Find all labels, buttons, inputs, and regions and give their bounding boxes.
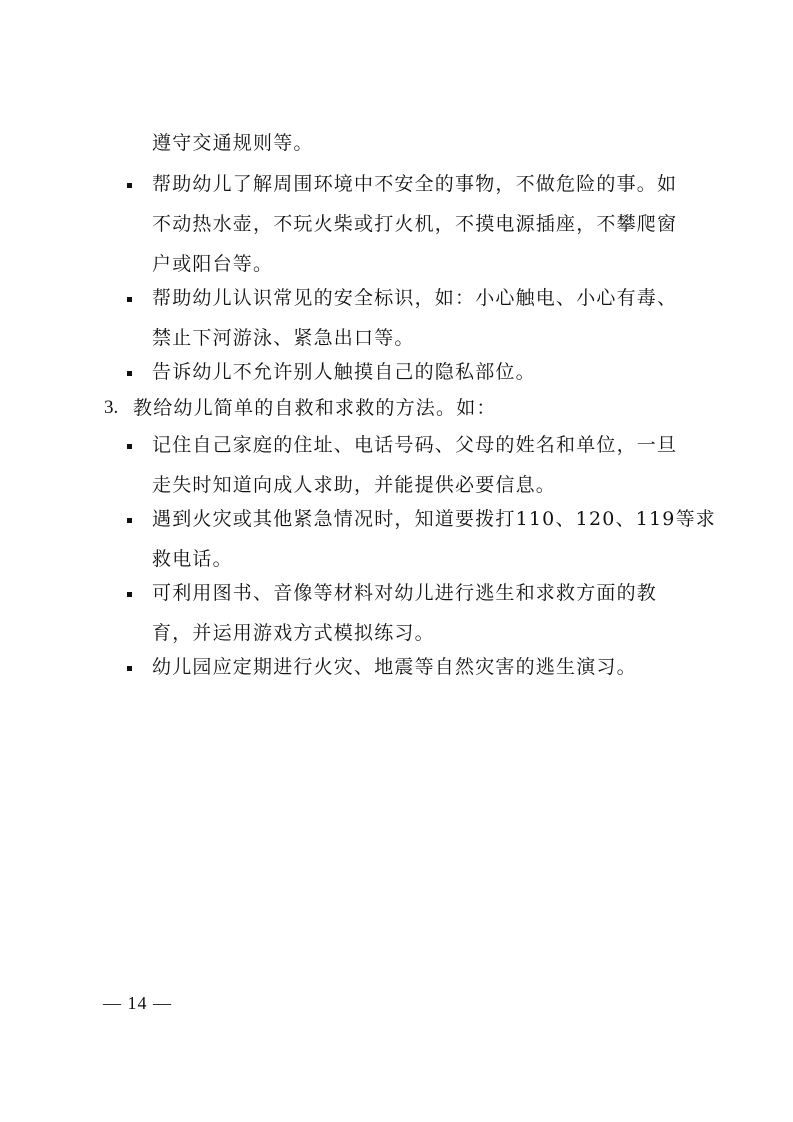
bullet-icon <box>127 518 132 523</box>
bullet-icon <box>127 371 132 376</box>
list-number: 3. <box>104 397 119 418</box>
page-number: — 14 — <box>103 993 172 1013</box>
list-item-line: 育，并运用游戏方式模拟练习。 <box>152 622 435 644</box>
list-item-line: 禁止下河游泳、紧急出口等。 <box>152 327 415 349</box>
bullet-icon <box>127 444 132 449</box>
list-item-line: 帮助幼儿认识常见的安全标识，如：小心触电、小心有毒、 <box>152 287 678 309</box>
list-item-line: 走失时知道向成人求助，并能提供必要信息。 <box>152 474 557 496</box>
list-item-line: 可利用图书、音像等材料对幼儿进行逃生和求救方面的教 <box>152 582 658 604</box>
numbered-item-text: 教给幼儿简单的自救和求救的方法。如： <box>133 397 497 419</box>
bullet-icon <box>127 183 132 188</box>
list-item-line: 告诉幼儿不允许别人触摸自己的隐私部位。 <box>152 361 536 383</box>
bullet-icon <box>127 666 132 671</box>
list-item-line: 户或阳台等。 <box>152 253 274 275</box>
list-item-line: 幼儿园应定期进行火灾、地震等自然灾害的逃生演习。 <box>152 656 637 678</box>
list-item-line: 救电话。 <box>152 548 233 570</box>
bullet-icon <box>127 297 132 302</box>
list-item-line: 遇到火灾或其他紧急情况时，知道要拨打110、120、119等求 <box>152 508 716 530</box>
bullet-icon <box>127 592 132 597</box>
list-item-continuation: 遵守交通规则等。 <box>152 132 314 154</box>
list-item-line: 不动热水壶，不玩火柴或打火机，不摸电源插座，不攀爬窗 <box>152 213 678 235</box>
list-item-line: 帮助幼儿了解周围环境中不安全的事物，不做危险的事。如 <box>152 173 678 195</box>
list-item-line: 记住自己家庭的住址、电话号码、父母的姓名和单位，一旦 <box>152 434 678 456</box>
